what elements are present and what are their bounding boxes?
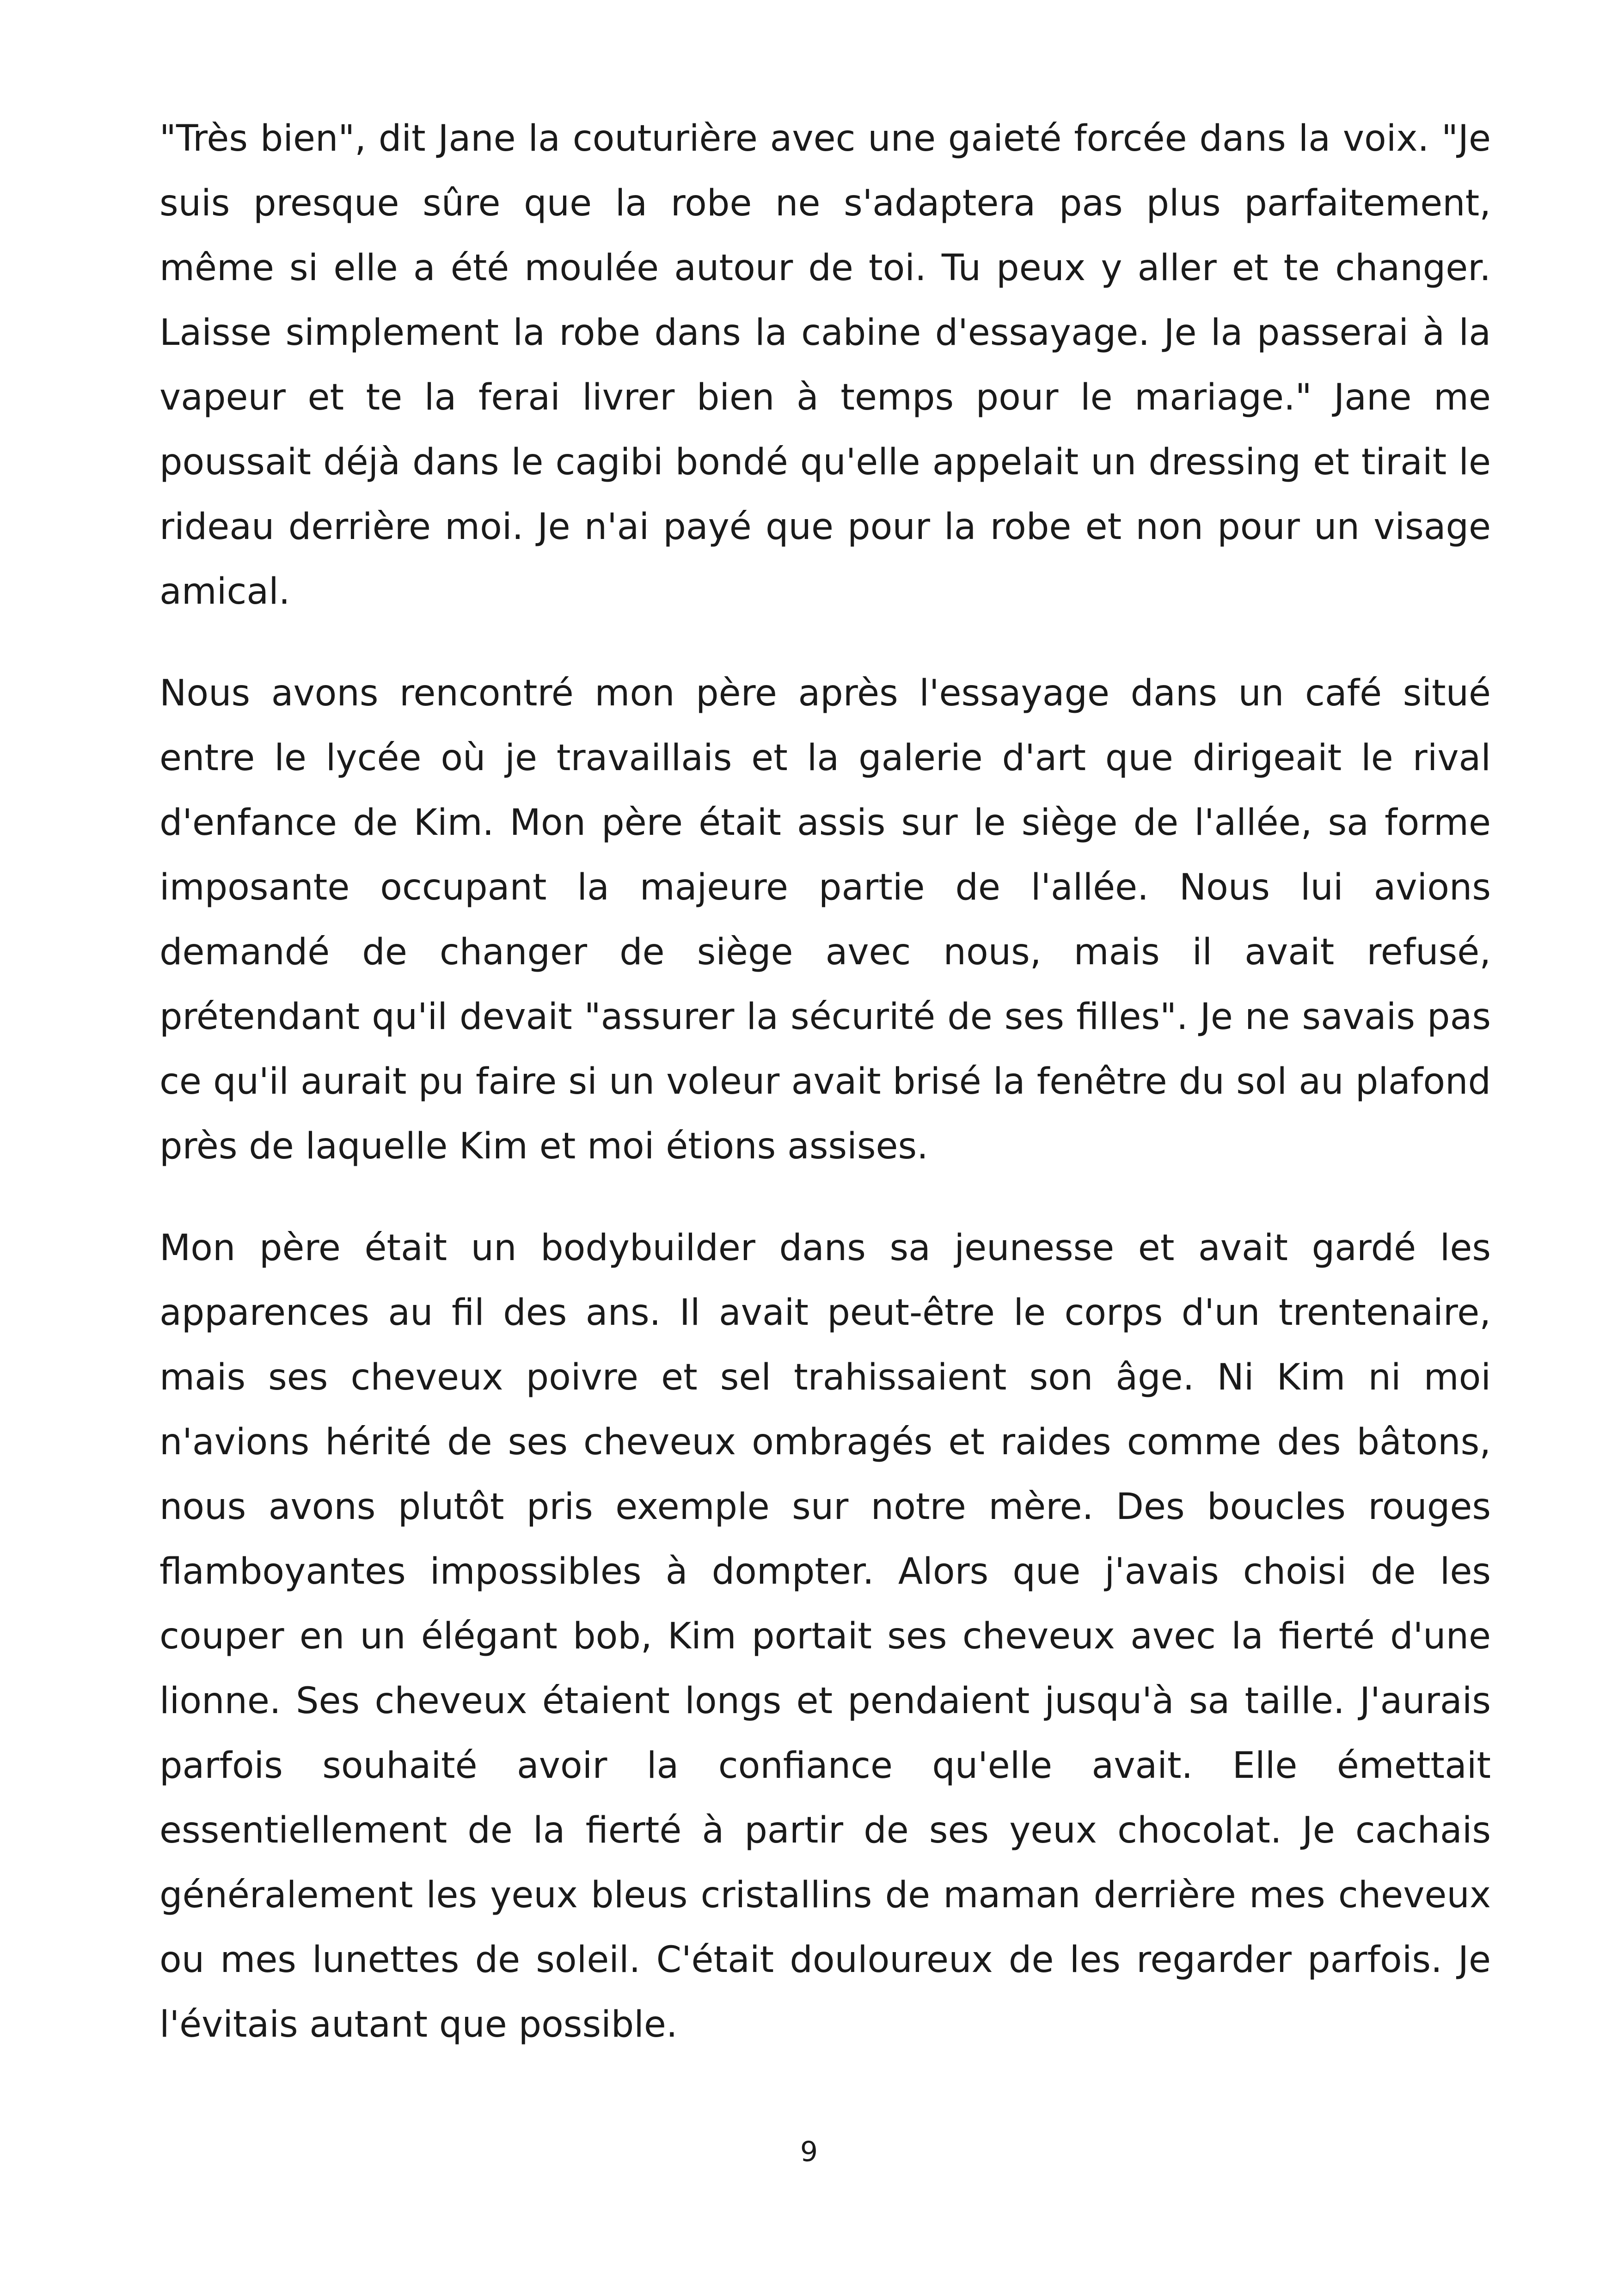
paragraph-2: Nous avons rencontré mon père après l'essayage dans un café situé entre le lycée où je travaillais et la galerie d'art que dirigeait le rival d'enfance de Kim. Mon père était assis sur le siège de l'allée, sa forme imposante occupant la majeure partie de l'allée. Nous lui avions demandé de changer de siège avec nous, mais il avait refusé, prétendant qu'il devait "assurer la sécurité de ses filles". Je ne savais pas ce qu'il aurait pu faire si un voleur avait brisé la fenêtre du sol au plafond près de laquelle Kim et moi étions assises. <box>159 673 1491 1167</box>
body-text <box>159 106 1491 2094</box>
page-number: 9 <box>800 2136 818 2168</box>
paragraph-1: "Très bien", dit Jane la couturière avec une gaieté forcée dans la voix. "Je suis presque sûre que la robe ne s'adaptera pas plus parfaitement, même si elle a été moulée autour de toi. Tu peux y aller et te changer. Laisse simplement la robe dans la cabine d'essayage. Je la passerai à la vapeur et te la ferai livrer bien à temps pour le mariage." Jane me poussait déjà dans le cagibi bondé qu'elle appelait un dressing et tirait le rideau derrière moi. Je n'ai payé que pour la robe et non pour un visage amical. <box>159 118 1491 612</box>
paragraph-3: Mon père était un bodybuilder dans sa jeunesse et avait gardé les apparences au fil des ans. Il avait peut-être le corps d'un trentenaire, mais ses cheveux poivre et sel trahissaient son âge. Ni Kim ni moi n'avions hérité de ses cheveux ombragés et raides comme des bâtons, nous avons plutôt pris exemple sur notre mère. Des boucles rouges flamboyantes impossibles à dompter. Alors que j'avais choisi de les couper en un élégant bob, Kim portait ses cheveux avec la fierté d'une lionne. Ses cheveux étaient longs et pendaient jusqu'à sa taille. J'aurais parfois souhaité avoir la confiance qu'elle avait. Elle émettait essentiellement de la fierté à partir de ses yeux chocolat. Je cachais généralement les yeux bleus cristallins de maman derrière mes cheveux ou mes lunettes de soleil. C'était douloureux de les regarder parfois. Je l'évitais autant que possible. <box>159 1227 1491 2045</box>
